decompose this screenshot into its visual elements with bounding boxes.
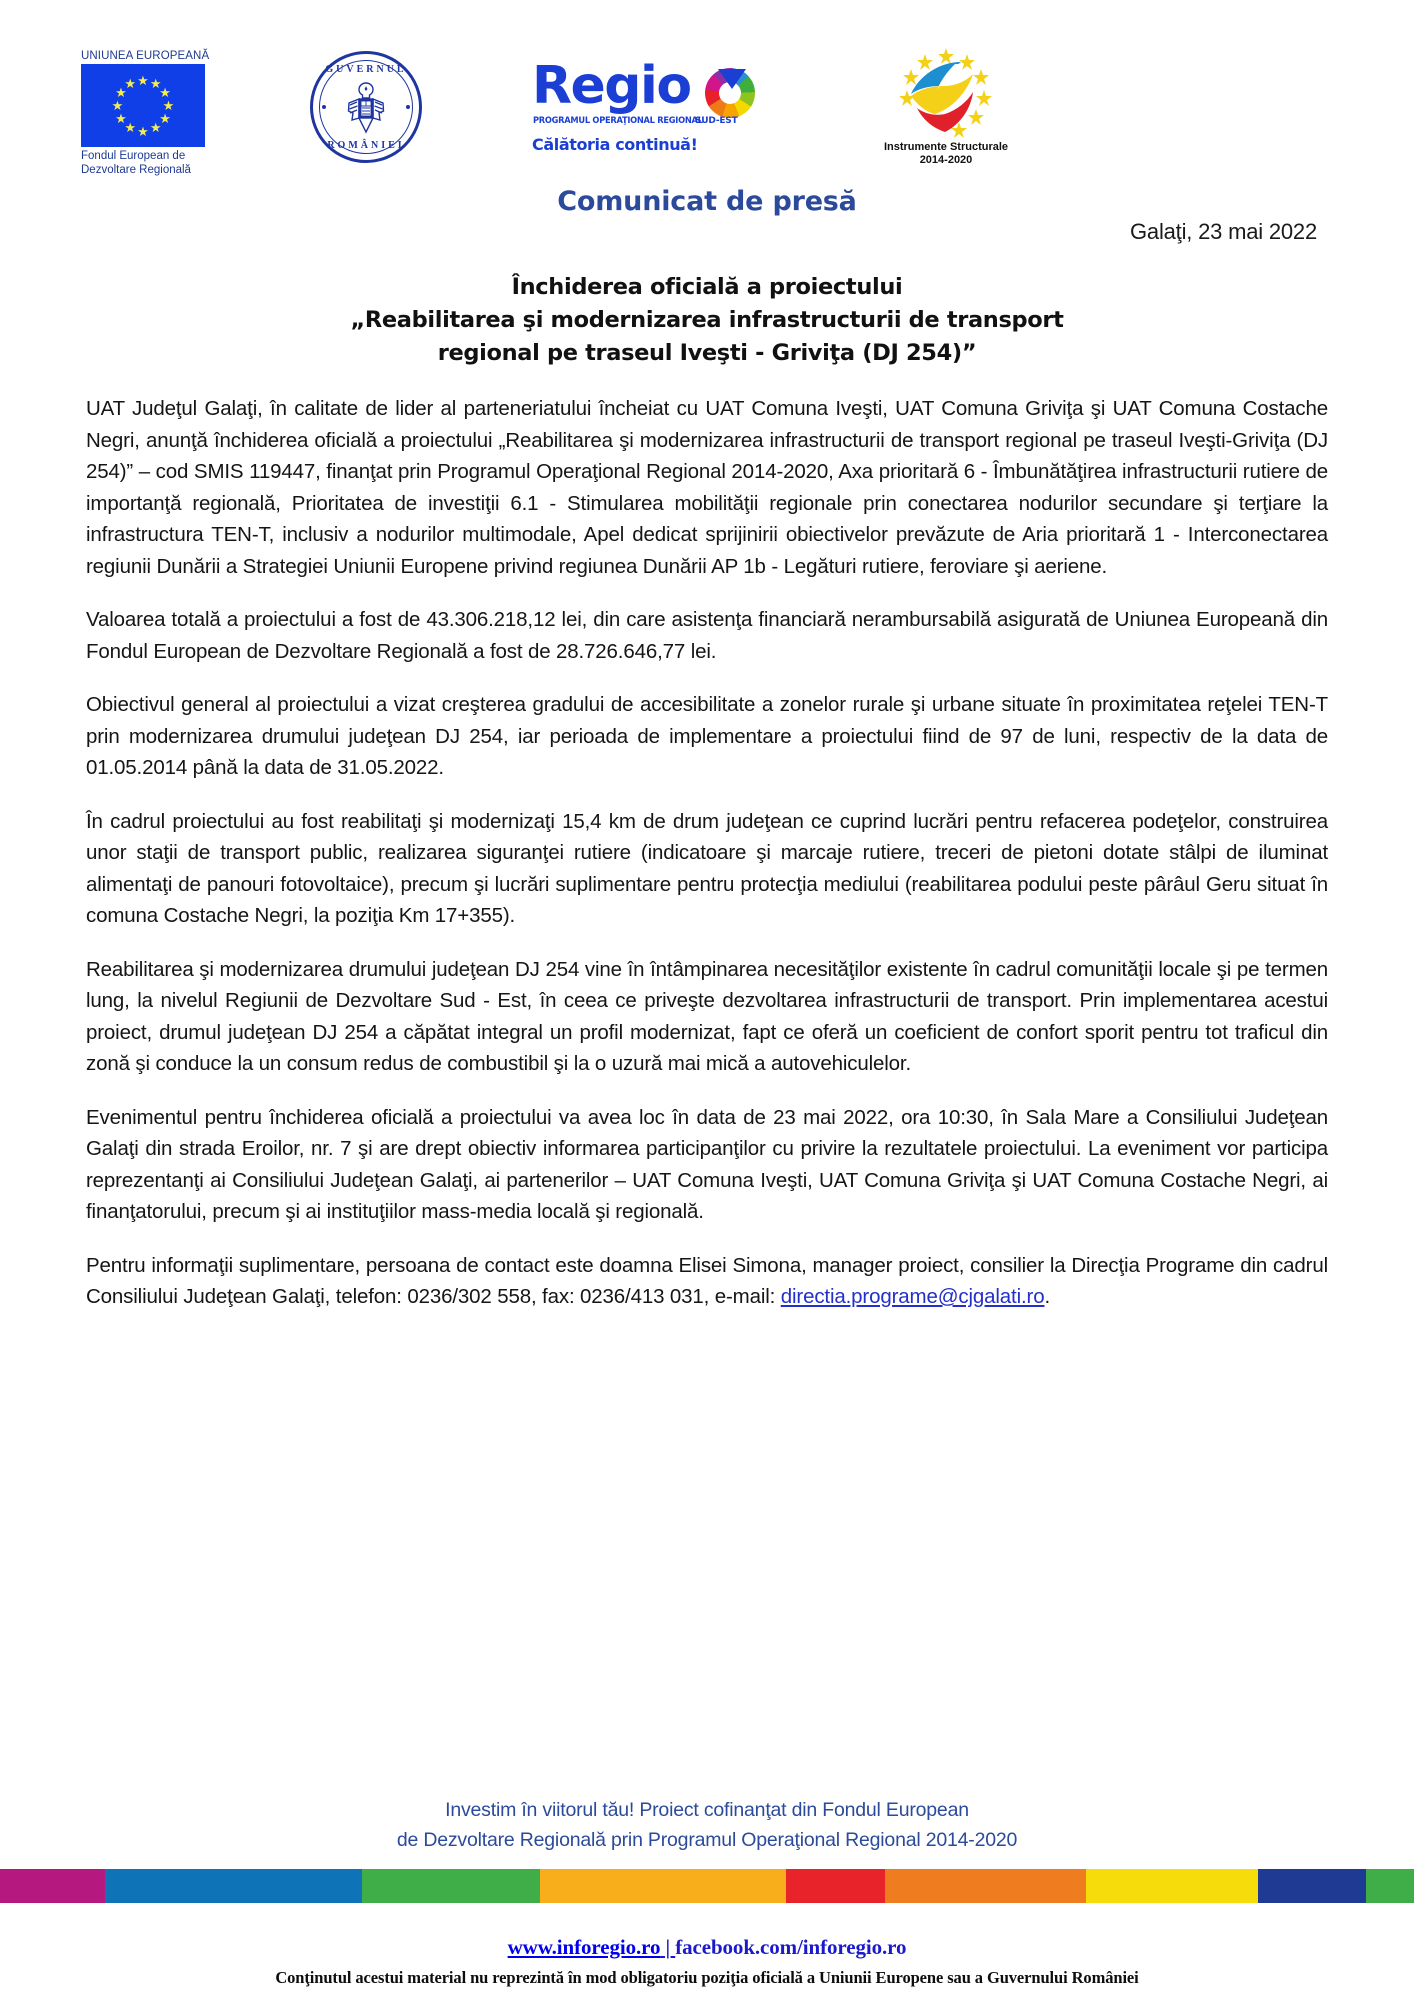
structural-instruments-caption-line1: Instrumente Structurale: [883, 141, 1009, 153]
regio-logo: [532, 56, 757, 180]
color-bar-segment: [362, 1869, 540, 1903]
color-bar-segment: [1366, 1869, 1414, 1903]
document-date: Galaţi, 23 mai 2022: [1130, 219, 1317, 244]
color-bar-segment: [1086, 1869, 1259, 1903]
project-title-line-2: „Reabilitarea şi modernizarea infrastructurii de transport: [350, 307, 1064, 333]
eu-star-icon: ★: [115, 110, 127, 126]
footer-link-separator: |: [660, 1935, 676, 1959]
eu-logo-caption-bottom: [77, 150, 242, 177]
seal-dot-right: [406, 105, 410, 109]
color-bar-segment: [1258, 1869, 1365, 1903]
eu-star-icon: ★: [159, 110, 171, 126]
document-body: [86, 393, 1328, 1313]
body-paragraph: Obiectivul general al proiectului a vizat creşterea gradului de accesibilitate a zonelor rurale şi urbane situate în proximitatea reţelei TEN-T prin modernizarea drumului judeţean DJ 254, iar perioada de implementare a proiectului fiind de 97 de luni, respectiv de la data de 01.05.2014 până la data de 31.05.2022.: [86, 693, 1328, 779]
contact-paragraph-text: Pentru informaţii suplimentare, persoana de contact este doamna Elisei Simona, manager proiect, consilier la Direcţia Programe din cadrul Consiliului Judeţean Galaţi, telefon: 0236/302 558, fax: 0236/413 031, e-mail:: [86, 1253, 1328, 1308]
seal-dot-left: [322, 105, 326, 109]
eu-flag-icon: [81, 64, 205, 147]
footer-disclaimer: Conţinutul acestui material nu reprezintă în mod obligatoriu poziţia oficială a Uniunii Europene sau a Guvernului României: [275, 1968, 1139, 1987]
eu-star-icon: ★: [159, 85, 171, 101]
regio-program-label: PROGRAMUL OPERAŢIONAL REGIONAL: [533, 116, 703, 126]
structural-instruments-globe-icon: [891, 46, 1001, 140]
footer-links: [0, 1935, 1414, 1960]
regio-triangle-icon: [718, 69, 746, 89]
eu-star-icon: ★: [124, 75, 137, 91]
contact-email-link[interactable]: directia.programe@cjgalati.ro: [780, 1285, 1045, 1308]
inforegio-website-link[interactable]: www.inforegio.ro: [507, 1935, 661, 1959]
regio-region-label: SUD-EST: [695, 116, 738, 126]
body-paragraph: În cadrul proiectului au fost reabilitaţi şi modernizaţi 15,4 km de drum judeţean ce cuprind lucrări pentru refacerea podeţelor, construirea unor staţii de transport public, realizarea siguranţei rutiere (indicatoare şi marcaje rutiere, treceri de pietoni dotate stâlpi de iluminat alimentaţi de panouri fotovoltaice), precum şi lucrări suplimentare pentru protecţia mediului (reabilitarea podului peste pârâul Geru situat în comuna Costache Negri, la poziţia Km 17+355).: [86, 809, 1328, 927]
eu-star-icon: ★: [149, 120, 162, 136]
color-bar-segment: [0, 1869, 105, 1903]
eu-logo-caption-line1: Fondul European de: [81, 150, 186, 162]
eu-star-icon: ★: [137, 123, 149, 139]
body-paragraph: Valoarea totală a proiectului a fost de 43.306.218,12 lei, din care asistenţa financiară nerambursabilă asigurată de Uniunea Europeană din Fondul European de Dezvoltare Regională a fost de 28.726.646,77 lei.: [86, 608, 1328, 663]
footer-slogan-line-1: Investim în viitorul tău! Proiect cofinanţat din Fondul European: [445, 1799, 969, 1821]
regio-sublabels: [532, 116, 757, 131]
romanian-eagle-icon: [346, 80, 386, 134]
eu-star-icon: ★: [124, 120, 137, 136]
project-title-line-3: regional pe traseul Iveşti - Griviţa (DJ 254)”: [437, 340, 977, 366]
project-title-line-1: Închiderea oficială a proiectului: [511, 274, 903, 300]
footer-slogan: [0, 1795, 1414, 1855]
color-bar-segment: [786, 1869, 885, 1903]
regio-wordmark-text: Regio: [532, 56, 691, 116]
seal-text-top: GUVERNUL: [325, 64, 407, 75]
structural-instruments-caption: [876, 141, 1016, 167]
body-paragraph: Evenimentul pentru închiderea oficială a proiectului va avea loc în data de 23 mai 2022, ora 10:30, în Sala Mare a Consiliului Judeţean Galaţi din strada Eroilor, nr. 7 şi are drept obiectiv informarea participanţilor cu privire la rezultatele proiectului. La eveniment vor participa reprezentanţi ai Consiliului Judeţean Galaţi, ai partenerilor – UAT Comuna Iveşti, UAT Comuna Griviţa şi UAT Comuna Costache Negri, ai finanţatorului, precum şi ai instituţiilor mass-media locală şi regională.: [86, 1105, 1328, 1223]
eu-logo-caption-line2: Dezvoltare Regională: [81, 163, 191, 176]
body-paragraph: UAT Judeţul Galaţi, în calitate de lider al parteneriatului încheiat cu UAT Comuna Iveşti, UAT Comuna Griviţa şi UAT Comuna Costache Negri, anunţă închiderea oficială a proiectului „Reabilitarea şi modernizarea infrastructurii de transport regional pe traseul Iveşti-Griviţa (DJ 254)” – cod SMIS 119447, finanţat prin Programul Operaţional Regional 2014-2020, Axa prioritară 6 - Îmbunătăţirea infrastructurii rutiere de importanţă regională, Prioritatea de investiţii 6.1 - Stimularea mobilităţii regionale prin conectarea nodurilor secundare şi terţiare la infrastructura TEN-T, inclusiv a nodurilor multimodale, Apel dedicat sprijinirii obiectivelor prevăzute de Aria prioritară 1 - Interconectarea regiunii Dunării a Strategiei Uniunii Europene privind regiunea Dunării AP 1b - Legături rutiere, feroviare şi aeriene.: [86, 397, 1328, 578]
footer-color-bar: [0, 1869, 1414, 1903]
structural-instruments-logo: [876, 46, 1016, 167]
eu-logo: [77, 50, 242, 177]
government-of-romania-seal-icon: [310, 51, 422, 163]
structural-instruments-caption-line2: 2014-2020: [919, 154, 973, 166]
contact-paragraph: [86, 1250, 1328, 1313]
body-paragraph: Reabilitarea şi modernizarea drumului judeţean DJ 254 vine în întâmpinarea necesităţilor existente în cadrul comunităţii locale şi pe termen lung, la nivelul Regiunii de Dezvoltare Sud - Est, în ceea ce priveşte dezvoltarea infrastructurii de transport. Prin implementarea acestui proiect, drumul judeţean DJ 254 a căpătat integral un profil modernizat, fapt ce oferă un coeficient de confort sporit pentru tot traficul din zonă şi conduce la un consum redus de combustibil şi la o uzură mai mică a autovehiculelor.: [86, 957, 1328, 1075]
eu-star-icon: ★: [111, 98, 124, 113]
seal-text-bottom: ROMÂNIEI: [327, 140, 405, 151]
color-bar-segment: [105, 1869, 362, 1903]
regio-tagline: Călătoria continuă!: [532, 135, 698, 154]
project-title: [0, 271, 1414, 370]
color-bar-segment: [885, 1869, 1086, 1903]
eu-star-icon: ★: [162, 98, 175, 113]
eu-star-icon: ★: [149, 75, 162, 91]
regio-wordmark: [532, 56, 757, 116]
page-title: Comunicat de presă: [557, 186, 857, 217]
footer-slogan-line-2: de Dezvoltare Regională prin Programul Operaţional Regional 2014-2020: [396, 1829, 1018, 1851]
inforegio-facebook-link[interactable]: facebook.com/inforegio.ro: [675, 1935, 907, 1959]
contact-paragraph-period: .: [1044, 1285, 1051, 1308]
eu-star-icon: ★: [115, 85, 127, 101]
header-logo-strip: [0, 42, 1414, 176]
eu-star-icon: ★: [137, 72, 149, 88]
eu-logo-caption-top: UNIUNEA EUROPEANĂ: [81, 50, 210, 62]
color-bar-segment: [540, 1869, 786, 1903]
